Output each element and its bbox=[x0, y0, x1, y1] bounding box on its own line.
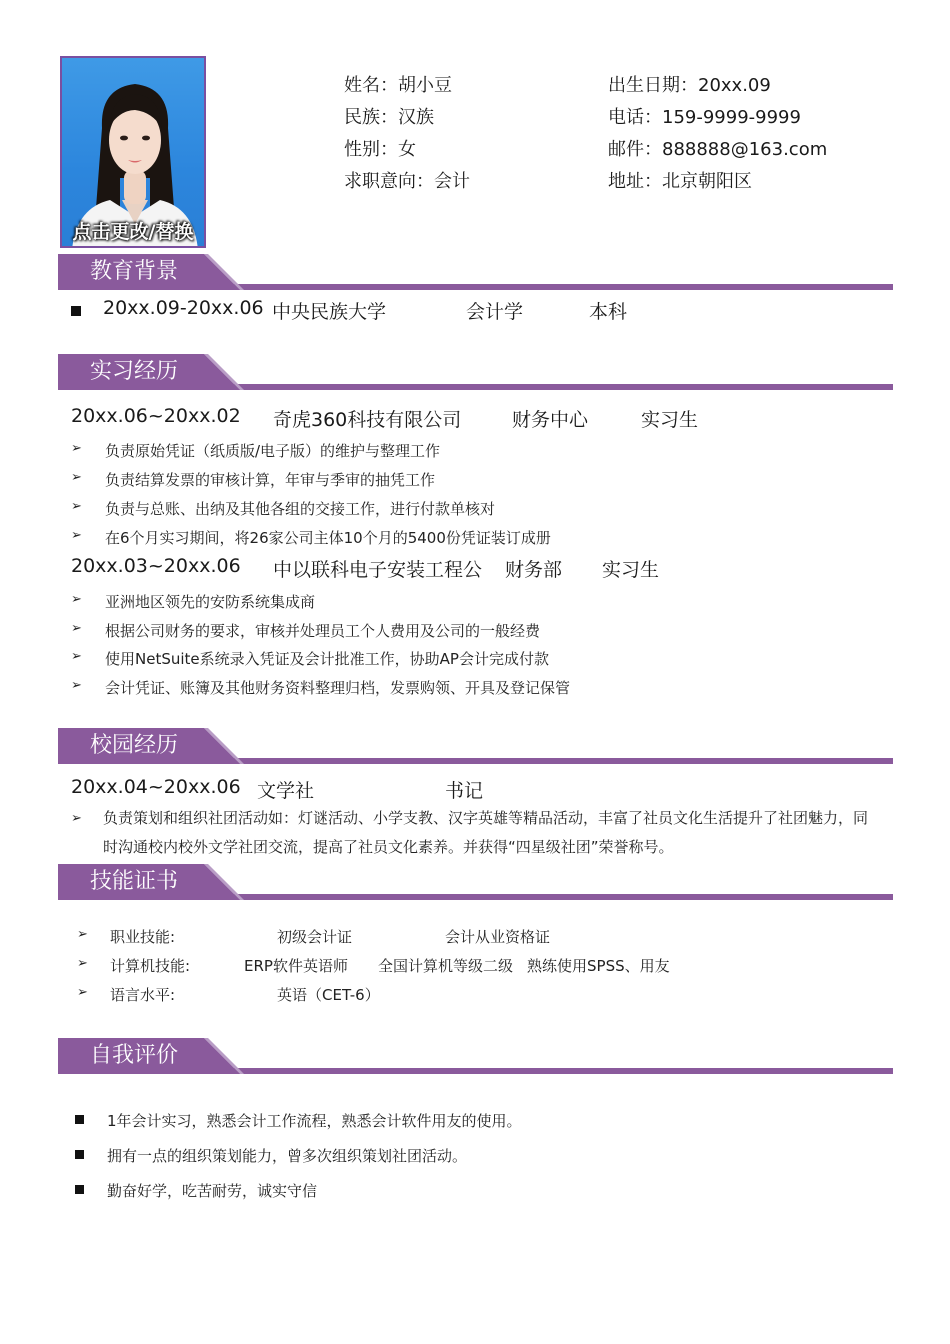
ethnicity-label: 民族： bbox=[344, 107, 398, 128]
section-title: 教育背景 bbox=[90, 259, 179, 284]
campus-period: 20xx.04~20xx.06 bbox=[71, 776, 241, 798]
section-header-self-evaluation bbox=[58, 1038, 893, 1078]
square-bullet-icon bbox=[75, 1185, 84, 1194]
internship-period: 20xx.03~20xx.06 bbox=[71, 555, 241, 577]
list-item: 负责原始凭证（纸质版/电子版）的维护与整理工作 bbox=[105, 442, 441, 460]
arrow-bullet-icon: ➢ bbox=[71, 528, 82, 543]
internship-role: 实习生 bbox=[602, 559, 660, 581]
gender-label: 性别： bbox=[344, 139, 398, 160]
skill-label: 计算机技能: bbox=[110, 957, 191, 975]
internship-dept: 财务部 bbox=[505, 559, 563, 581]
list-item: 根据公司财务的要求，审核并处理员工个人费用及公司的一般经费 bbox=[105, 622, 541, 640]
section-header-campus bbox=[58, 728, 893, 768]
profile-left bbox=[344, 70, 470, 198]
skill-label: 职业技能: bbox=[110, 928, 176, 946]
name-row bbox=[344, 70, 470, 102]
internship-dept: 财务中心 bbox=[512, 409, 589, 431]
list-item: 在6个月实习期间，将26家公司主体10个月的5400份凭证装订成册 bbox=[105, 529, 551, 547]
birthdate-value: 20xx.09 bbox=[698, 75, 771, 96]
campus-role: 书记 bbox=[445, 780, 484, 802]
section-header-skills bbox=[58, 864, 893, 904]
section-title: 校园经历 bbox=[90, 733, 179, 758]
gender-value: 女 bbox=[398, 139, 416, 160]
education-period: 20xx.09-20xx.06 bbox=[103, 297, 264, 319]
skill-value: 全国计算机等级二级 bbox=[378, 957, 514, 975]
skill-value: 会计从业资格证 bbox=[445, 928, 551, 946]
campus-description-line: 时沟通校内校外文学社团交流，提高了社员文化素养。并获得“四星级社团”荣誉称号。 bbox=[103, 838, 674, 856]
square-bullet-icon bbox=[75, 1115, 84, 1124]
arrow-bullet-icon: ➢ bbox=[71, 649, 82, 664]
arrow-bullet-icon: ➢ bbox=[71, 441, 82, 456]
section-title: 实习经历 bbox=[90, 359, 179, 384]
arrow-bullet-icon: ➢ bbox=[77, 956, 88, 971]
email-row bbox=[608, 134, 827, 166]
arrow-bullet-icon: ➢ bbox=[71, 499, 82, 514]
skill-label: 语言水平: bbox=[110, 986, 176, 1004]
ethnicity-row bbox=[344, 102, 470, 134]
phone-value: 159-9999-9999 bbox=[662, 107, 801, 128]
list-item: 使用NetSuite系统录入凭证及会计批准工作，协助AP会计完成付款 bbox=[105, 650, 549, 668]
square-bullet-icon bbox=[75, 1150, 84, 1159]
list-item: 负责与总账、出纳及其他各组的交接工作，进行付款单核对 bbox=[105, 500, 496, 518]
arrow-bullet-icon: ➢ bbox=[71, 621, 82, 636]
gender-row bbox=[344, 134, 470, 166]
ethnicity-value: 汉族 bbox=[398, 107, 434, 128]
name-value: 胡小豆 bbox=[398, 75, 452, 96]
internship-company: 奇虎360科技有限公司 bbox=[273, 409, 462, 431]
self-eval-item: 拥有一点的组织策划能力，曾多次组织策划社团活动。 bbox=[107, 1147, 468, 1165]
section-title: 技能证书 bbox=[90, 869, 179, 894]
campus-description bbox=[103, 804, 893, 862]
self-eval-item: 勤奋好学，吃苦耐劳，诚实守信 bbox=[107, 1182, 318, 1200]
section-header-internship bbox=[58, 354, 893, 394]
phone-label: 电话： bbox=[608, 107, 662, 128]
internship-period: 20xx.06~20xx.02 bbox=[71, 405, 241, 427]
objective-value: 会计 bbox=[434, 171, 470, 192]
section-title: 自我评价 bbox=[90, 1043, 179, 1068]
list-item: 亚洲地区领先的安防系统集成商 bbox=[105, 593, 316, 611]
arrow-bullet-icon: ➢ bbox=[71, 678, 82, 693]
campus-org: 文学社 bbox=[257, 780, 315, 802]
arrow-bullet-icon: ➢ bbox=[71, 470, 82, 485]
list-item: 负责结算发票的审核计算，年审与季审的抽凭工作 bbox=[105, 471, 436, 489]
address-label: 地址： bbox=[608, 171, 662, 192]
address-row bbox=[608, 166, 827, 198]
email-value: 888888@163.com bbox=[662, 139, 828, 160]
campus-description-line: 负责策划和组织社团活动如：灯谜活动、小学支教、汉字英雄等精品活动，丰富了社员文化生活提升了社团魅力，同 bbox=[103, 809, 869, 827]
education-degree: 本科 bbox=[589, 301, 628, 323]
arrow-bullet-icon: ➢ bbox=[77, 985, 88, 1000]
internship-role: 实习生 bbox=[641, 409, 699, 431]
list-item: 会计凭证、账簿及其他财务资料整理归档，发票购领、开具及登记保管 bbox=[105, 679, 571, 697]
objective-label: 求职意向： bbox=[344, 171, 434, 192]
email-label: 邮件： bbox=[608, 139, 662, 160]
birthdate-row bbox=[608, 70, 827, 102]
photo-caption[interactable]: 点击更改/替换 bbox=[72, 221, 194, 243]
education-school: 中央民族大学 bbox=[272, 301, 387, 323]
square-bullet-icon bbox=[71, 306, 81, 316]
phone-row bbox=[608, 102, 827, 134]
skill-value: 英语（CET-6） bbox=[277, 986, 380, 1004]
self-eval-item: 1年会计实习，熟悉会计工作流程，熟悉会计软件用友的使用。 bbox=[107, 1112, 522, 1130]
skill-value: ERP软件英语师 bbox=[244, 957, 348, 975]
profile-photo[interactable] bbox=[60, 56, 206, 248]
section-header-education bbox=[58, 254, 893, 294]
arrow-bullet-icon: ➢ bbox=[71, 811, 82, 826]
arrow-bullet-icon: ➢ bbox=[77, 927, 88, 942]
skill-value: 熟练使用SPSS、用友 bbox=[527, 957, 670, 975]
education-major: 会计学 bbox=[466, 301, 524, 323]
internship-company: 中以联科电子安装工程公 bbox=[273, 559, 483, 581]
address-value: 北京朝阳区 bbox=[662, 171, 752, 192]
birthdate-label: 出生日期： bbox=[608, 75, 698, 96]
objective-row bbox=[344, 166, 470, 198]
skill-value: 初级会计证 bbox=[277, 928, 353, 946]
profile-right bbox=[608, 70, 827, 198]
arrow-bullet-icon: ➢ bbox=[71, 592, 82, 607]
name-label: 姓名： bbox=[344, 75, 398, 96]
